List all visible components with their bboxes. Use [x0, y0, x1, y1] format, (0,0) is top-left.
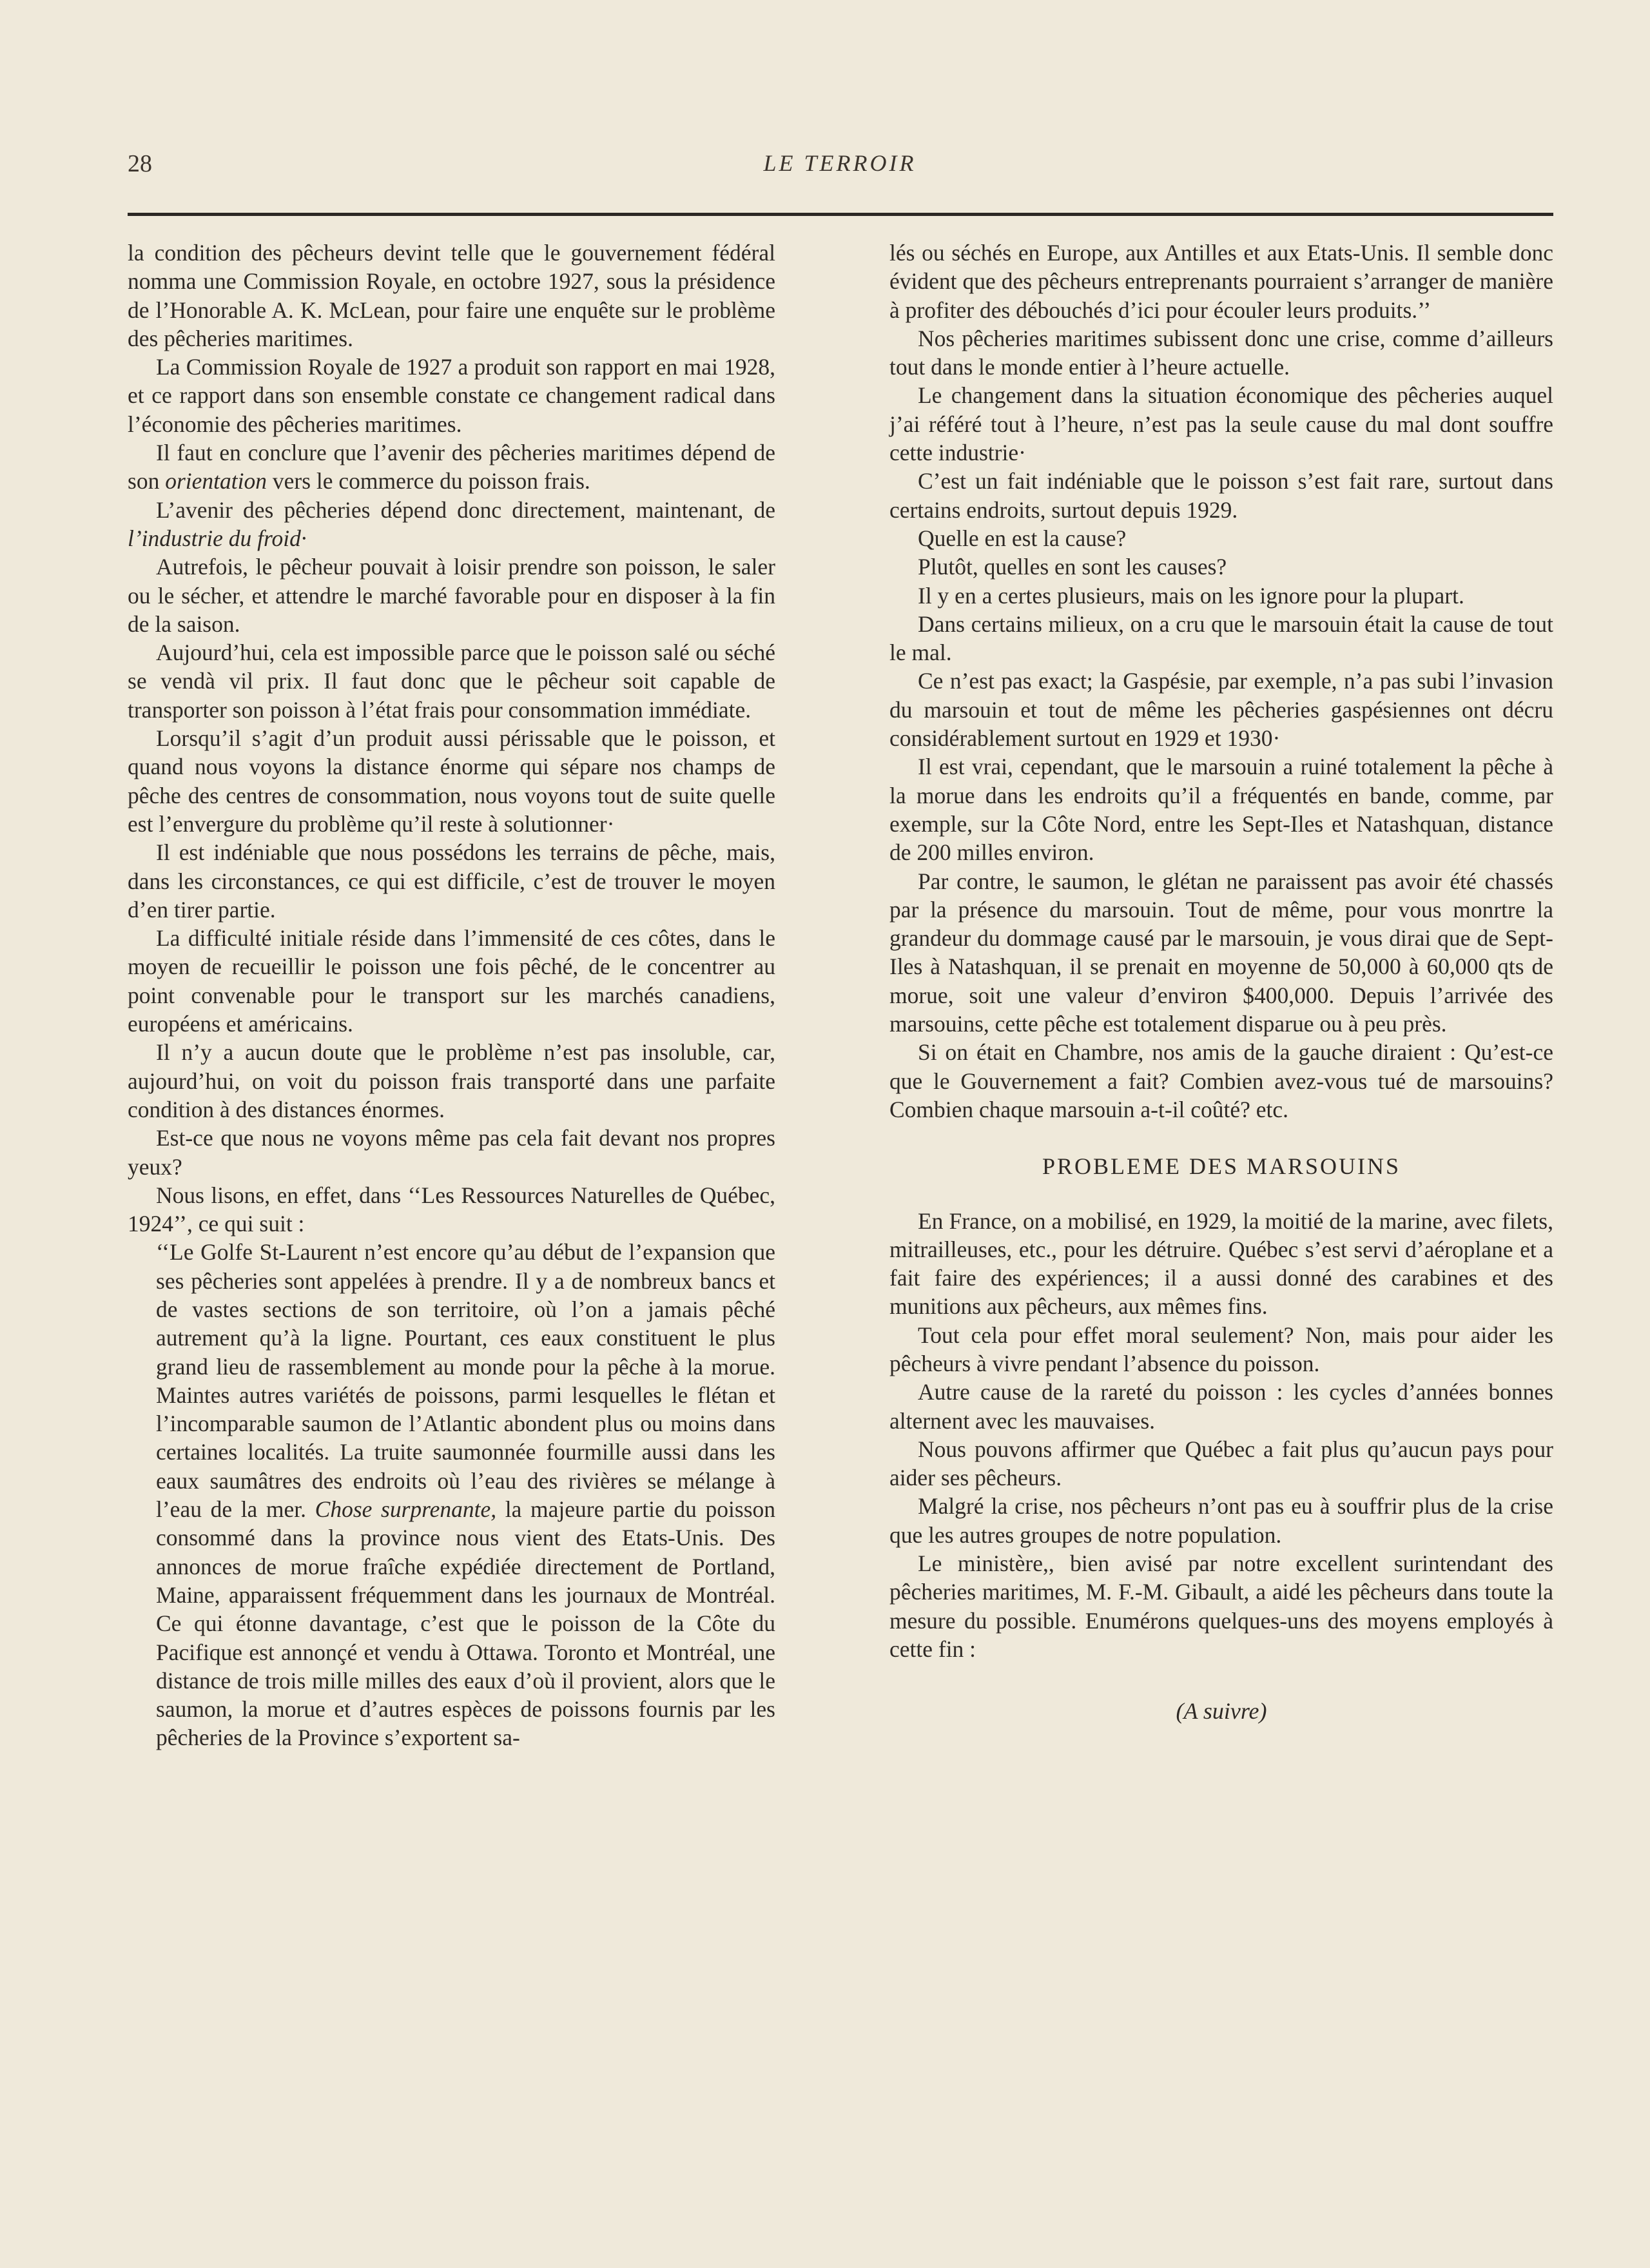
paragraph: Il n’y a aucun doute que le problème n’est pas insoluble, car, aujourd’hui, on voit du poisson frais transporté dans une parfaite condition à des distances énormes.	[128, 1039, 775, 1122]
paragraph: Par contre, le saumon, le glétan ne paraissent pas avoir été chassés par la présence du marsouin. Tout de même, pour vous monrtre la grandeur du dommage causé par le marsouin, je vous dirai que de Sept-Iles à Natashquan, il se prenait en moyenne de 50,000 à 60,000 qts de morue, soit une valeur d’environ $400,000. Depuis l’arrivée des marsouins, cette pêche est totalement disparue ou à peu près.	[889, 868, 1553, 1037]
paragraph: C’est un fait indéniable que le poisson s’est fait rare, surtout dans certains endroits, surtout depuis 1929.	[889, 468, 1553, 523]
paragraph: La Commission Royale de 1927 a produit son rapport en mai 1928, et ce rapport dans son ensemble constate ce changement radical dans l’économie des pêcheries maritimes.	[128, 354, 775, 437]
paragraph: Il y en a certes plusieurs, mais on les ignore pour la plupart.	[918, 582, 1464, 609]
paragraph: Le ministère,, bien avisé par notre excellent surintendant des pêcheries maritimes, M. F.-M. Gibault, a aidé les pêcheurs dans toute la mesure du possible. Enumérons quelques-uns des moyens employés à cette fin :	[889, 1550, 1553, 1662]
paragraph: Malgré la crise, nos pêcheurs n’ont pas eu à souffrir plus de la crise que les autres groupes de notre population.	[889, 1493, 1553, 1548]
paragraph: Nous lisons, en effet, dans ‘‘Les Ressources Naturelles de Québec, 1924’’, ce qui suit :	[128, 1182, 775, 1237]
paragraph: Le changement dans la situation économique des pêcheries auquel j’ai référé tout à l’heure, n’est pas la seule cause du mal dont souffre cette industrie·	[889, 382, 1553, 466]
section-heading: PROBLEME DES MARSOUINS	[1042, 1153, 1401, 1180]
paragraph: Si on était en Chambre, nos amis de la gauche diraient : Qu’est-ce que le Gouvernement a fait? Combien avez-vous tué de marsouins? Combien chaque marsouin a-t-il coûté? etc.	[889, 1039, 1553, 1122]
paragraph: Nous pouvons affirmer que Québec a fait plus qu’aucun pays pour aider ses pêcheurs.	[889, 1436, 1553, 1491]
paragraph: Aujourd’hui, cela est impossible parce que le poisson salé ou séché se vendà vil prix. Il faut donc que le pêcheur soit capable de transporter son poisson à l’état frais pour consommation immédiate.	[128, 640, 775, 723]
paragraph: En France, on a mobilisé, en 1929, la moitié de la marine, avec filets, mitrailleuses, etc., pour les détruire. Québec s’est servi d’aéroplane et a fait faire des expériences; il a aussi donné des carabines et des munitions aux pêcheurs, aux mêmes fins.	[889, 1207, 1553, 1320]
paragraph: L’avenir des pêcheries dépend donc directement, maintenant, de l’industrie du froid·	[128, 496, 775, 551]
page-number: 28	[128, 150, 152, 177]
header-rule	[128, 213, 1553, 216]
paragraph: Plutôt, quelles en sont les causes?	[918, 554, 1227, 580]
quotation: ‘‘Le Golfe St-Laurent n’est encore qu’au début de l’expansion que ses pêcheries sont appelées à prendre. Il y a de nombreux bancs et de vastes sections de son territoire, où l’on a jamais pêché autrement qu’à la ligne. Pourtant, ces eaux constituent le plus grand lieu de rassemblement au monde pour la pêche à la morue. Maintes autres variétés de poissons, parmi lesquelles le flétan et l’incomparable saumon de l’Atlantic abondent plus ou moins dans certaines localités. La truite saumonnée fourmille aussi dans les eaux saumâtres des endroits où l’eau des rivières se mélange à l’eau de la mer. Chose surprenante, la majeure partie du poisson consommé dans la province nous vient des Etats-Unis. Des annonces de morue fraîche expédiée directement de Portland, Maine, apparaissent fréquemment dans les journaux de Montréal. Ce qui étonne davantage, c’est que le poisson de la Côte du Pacifique est annonçé et vendu à Ottawa. Toronto et Montréal, une distance de trois mille milles des eaux d’où il provient, alors que le saumon, la morue et d’autres espèces de poissons fournis par les pêcheries de la Province s’exportent sa-	[156, 1239, 776, 1751]
paragraph: La difficulté initiale réside dans l’immensité de ces côtes, dans le moyen de recueillir le poisson une fois pêché, de le concentrer au point convenable pour le transport sur les marchés canadiens, européens et américains.	[128, 925, 775, 1037]
paragraph: Nos pêcheries maritimes subissent donc une crise, comme d’ailleurs tout dans le monde entier à l’heure actuelle.	[889, 325, 1553, 380]
left-column	[128, 239, 775, 1752]
paragraph: Ce n’est pas exact; la Gaspésie, par exemple, n’a pas subi l’invasion du marsouin et tout de même les pêcheries gaspésiennes ont décru considérablement surtout en 1929 et 1930·	[889, 668, 1553, 752]
paragraph: Dans certains milieux, on a cru que le marsouin était la cause de tout le mal.	[889, 611, 1553, 666]
emphasis: Chose surprenante,	[315, 1496, 497, 1523]
emphasis: l’industrie du froid·	[128, 525, 307, 551]
paragraph: Autrefois, le pêcheur pouvait à loisir prendre son poisson, le saler ou le sécher, et attendre le marché favorable pour en disposer à la fin de la saison.	[128, 554, 775, 637]
right-column	[889, 239, 1553, 1726]
paragraph: Il est indéniable que nous possédons les terrains de pêche, mais, dans les circonstances, ce qui est difficile, c’est de trouver le moyen d’en tirer partie.	[128, 839, 775, 923]
paragraph: Lorsqu’il s’agit d’un produit aussi périssable que le poisson, et quand nous voyons la distance énorme qui sépare nos champs de pêche des centres de consommation, nous voyons tout de suite quelle est l’envergure du problème qu’il reste à solutionner·	[128, 725, 775, 837]
page-header	[128, 150, 1552, 188]
paragraph: Il faut en conclure que l’avenir des pêcheries maritimes dépend de son orientation vers le commerce du poisson frais.	[128, 440, 775, 494]
paragraph: la condition des pêcheurs devint telle que le gouvernement fédéral nomma une Commission Royale, en octobre 1927, sous la présidence de l’Honorable A. K. McLean, pour faire une enquête sur le problème des pêcheries maritimes.	[128, 240, 775, 351]
paragraph: Il est vrai, cependant, que le marsouin a ruiné totalement la pêche à la morue dans les endroits qu’il a fréquentés en bande, comme, par exemple, sur la Côte Nord, entre les Sept-Iles et Natashquan, distance de 200 milles environ.	[889, 754, 1553, 866]
emphasis: orientation	[165, 468, 267, 494]
paragraph: Autre cause de la rareté du poisson : les cycles d’années bonnes alternent avec les mauvaises.	[889, 1379, 1553, 1434]
running-title: LE TERROIR	[763, 150, 917, 176]
paragraph: Tout cela pour effet moral seulement? Non, mais pour aider les pêcheurs à vivre pendant l’absence du poisson.	[889, 1322, 1553, 1376]
paragraph: Est-ce que nous ne voyons même pas cela fait devant nos propres yeux?	[128, 1125, 775, 1180]
to-be-continued: (A suivre)	[1176, 1698, 1267, 1725]
paragraph: Quelle en est la cause?	[918, 525, 1127, 551]
paragraph: lés ou séchés en Europe, aux Antilles et aux Etats-Unis. Il semble donc évident que des pêcheurs entreprenants pourraient s’arranger de manière à profiter des débouchés d’ici pour écouler leurs produits.’’	[889, 240, 1553, 323]
